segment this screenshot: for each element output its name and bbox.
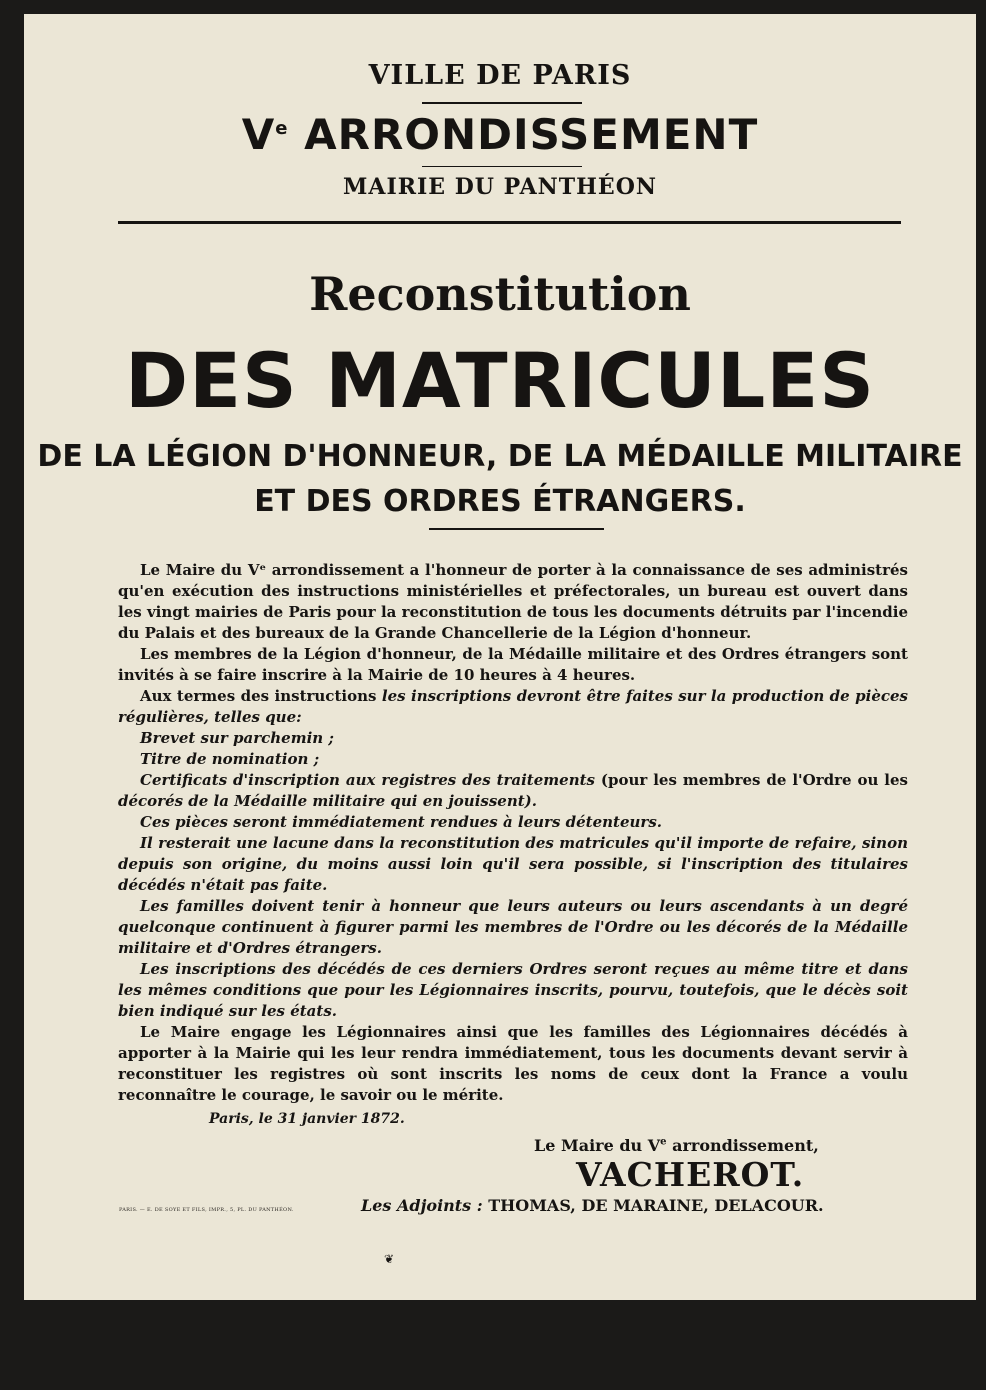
main-divider (118, 221, 901, 224)
ville-heading: VILLE DE PARIS (368, 60, 632, 91)
title-matricules: DES MATRICULES (125, 336, 875, 425)
list-item-2: Titre de nomination ; (140, 750, 320, 768)
paragraph-4: Ces pièces seront immédiatement rendues à leurs détenteurs. (140, 813, 662, 831)
paragraph-3: Aux termes des instructions les inscriptions devront être faites sur la production de pièces régulières, telles que: (118, 687, 908, 726)
list-item-3: Certificats d'inscription aux registres des traitements (pour les membres de l'Ordre ou les décorés de la Médaille militaire qui en jouissent). (118, 771, 908, 810)
paragraph-6: Les familles doivent tenir à honneur que leurs auteurs ou leurs ascendants à un degré quelconque continuent à figurer parmi les membres de l'Ordre ou les décorés de la Médaille militaire et d'Ordres étrangers. (118, 897, 908, 957)
subtitle-line-2: ET DES ORDRES ÉTRANGERS. (254, 484, 746, 519)
ornament-rule-3 (429, 528, 604, 530)
ornament-rule-2 (422, 166, 582, 167)
paragraph-8: Le Maire engage les Légionnaires ainsi que les familles des Légionnaires décédés à apporter à la Mairie qui les leur rendra immédiatement, tous les documents devant servir à reconstituer les registres où sont inscrits les noms de ceux dont la France a voulu reconnaître le courage, le savoir ou le mérite. (118, 1023, 908, 1104)
subtitle-line-1: DE LA LÉGION D'HONNEUR, DE LA MÉDAILLE MILITAIRE (37, 439, 963, 474)
paragraph-5: Il resterait une lacune dans la reconstitution des matricules qu'il importe de refaire, sinon depuis son origine, du moins aussi loin qu'il sera possible, si l'inscription des titulaires décédés n'était pas faite. (118, 834, 908, 894)
poster (24, 14, 976, 1300)
body-text (118, 560, 908, 1106)
signature-name: VACHEROT. (576, 1155, 805, 1194)
paragraph-7: Les inscriptions des décédés de ces derniers Ordres seront reçues au même titre et dans les mêmes conditions que pour les Légionnaires inscrits, pourvu, toutefois, que le décès soit bien indiqué sur les états. (118, 960, 908, 1020)
bottom-ornament: ❦ (384, 1252, 395, 1266)
ornament-rule-1 (422, 102, 582, 104)
paragraph-1: Le Maire du Vᵉ arrondissement a l'honneur de porter à la connaissance de ses administrés qu'en exécution des instructions ministérielles et préfectorales, un bureau est ouvert dans les vingt mairies de Paris pour la reconstitution de tous les documents détruits par l'incendie du Palais et des bureaux de la Grande Chancellerie de la Légion d'honneur. (118, 561, 908, 642)
mairie-heading: MAIRIE DU PANTHÉON (343, 174, 657, 200)
list-item-1: Brevet sur parchemin ; (140, 729, 334, 747)
date-line: Paris, le 31 janvier 1872. (209, 1111, 405, 1127)
signature-title: Le Maire du Ve arrondissement, (534, 1136, 819, 1155)
title-reconstitution: Reconstitution (309, 267, 691, 321)
adjoints-line: Les Adjoints : THOMAS, DE MARAINE, DELACOUR. (361, 1196, 824, 1215)
paragraph-2: Les membres de la Légion d'honneur, de la Médaille militaire et des Ordres étrangers sont invités à se faire inscrire à la Mairie de 10 heures à 4 heures. (118, 645, 908, 684)
arrondissement-heading: Ve ARRONDISSEMENT (241, 110, 759, 159)
printer-imprint: PARIS. — E. DE SOYE ET FILS, IMPR., 5, PL. DU PANTHÉON. (119, 1207, 294, 1213)
